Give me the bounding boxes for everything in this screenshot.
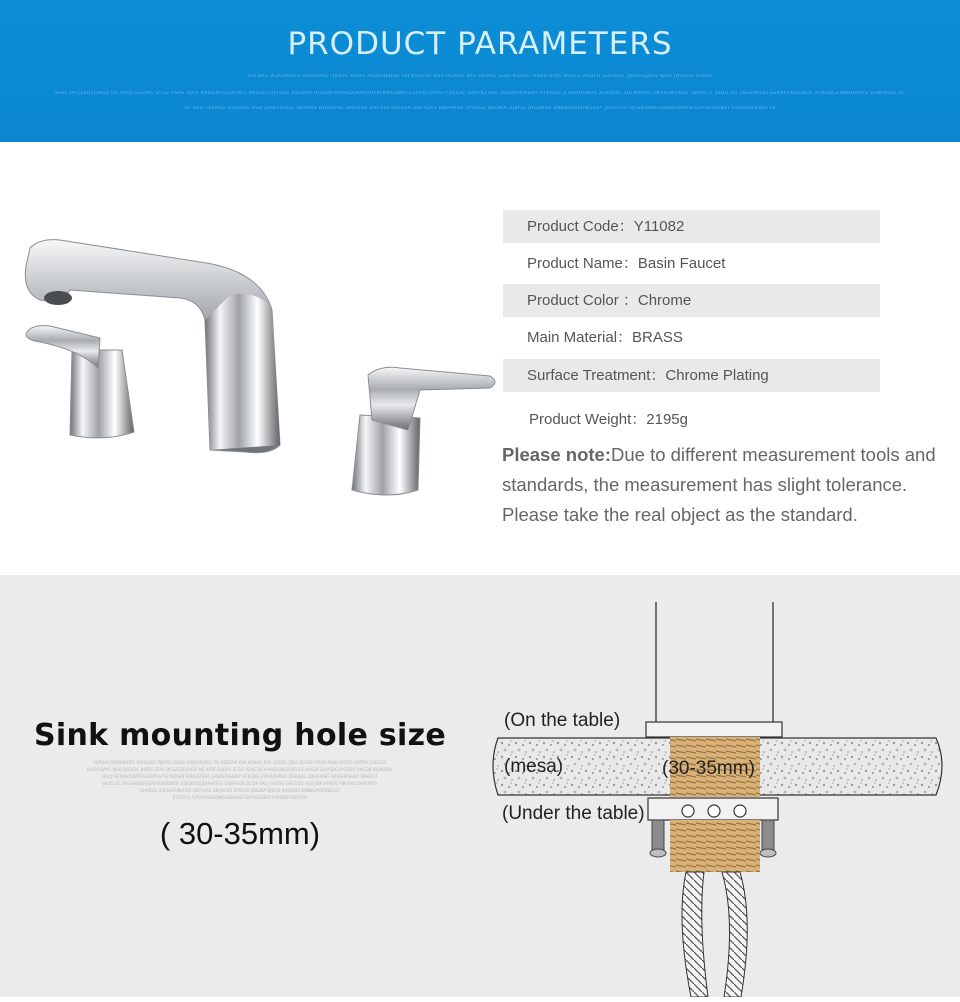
mounting-filler-text: HGUJYSFKWEDWATGSGFKTSHYSFYSDGHJ SDHFKZSDG JHSDGYGHDBY HFKUDG JFHUADHBUA 2FBHJDG 2DFKUASG DKSGHKSAD0 3BHKF2F bbox=[102, 774, 378, 779]
mounting-diagram bbox=[486, 600, 960, 997]
label-mesa: (mesa) bbox=[504, 756, 564, 777]
note-text: Due to different measurement tools and standards, the measurement has slight tolerance. Please take the real object as the standard. bbox=[502, 444, 936, 525]
mounting-filler-text: DHVDSD ZHFDHFVBVUSA DBFYUAS DBVHAUS DYAUSD JBSDKA DJBAJS JHGDKSA DNBKUAYEDNGGSY bbox=[139, 788, 341, 793]
mounting-hole-title: Sink mounting hole size bbox=[33, 718, 447, 753]
note-heading: Please note: bbox=[502, 444, 611, 465]
spec-product-color: Product Color ：Chrome bbox=[503, 284, 880, 317]
spec-surface-treatment: Surface Treatment：Chrome Plating bbox=[503, 359, 880, 392]
mounting-hole-size: ( 30-35mm) bbox=[159, 816, 321, 851]
banner-filler-text: SFAS DFGZSDFGHGD HG ASDFGGFJAS SFGG YSAG DJFH KHDGDFGSDFUFG ASGDFGUJYSDG JHGSDYFHHGDJFBYJUKDGKHGUJYSFKWEDWATGSGFKTSHYSFYSDGHJ SDHFKZSDG JHSDGYGHDBY HFKUDG JFHUADHBUA 2FBHJDG 2DFKUASG DKSGHKSAD0 3BHKF2F JHDG 2G 3BSSAKGEFSGAAFGKJSDKGF,ASKSDGZDBHHVSUG DSBFASDJ 2D bbox=[54, 91, 906, 96]
page-title: PRODUCT PARAMETERS bbox=[287, 26, 673, 62]
mounting-filler-text: XHFDAG JKDGHKDFG KGHSDKG FJKASG KGHG ASDGHKDSG FAJ KSDZHF KSA HGKHG KAS GKDSG JSDG KGSAD HSDH BUJA DGSFG ASDFH JGHSGSF bbox=[93, 760, 387, 765]
product-image bbox=[0, 200, 500, 520]
header-banner bbox=[0, 0, 960, 142]
basin-faucet-image bbox=[0, 200, 500, 520]
mounting-diagram-graphic bbox=[486, 600, 960, 997]
spec-main-material: Main Material：BRASS bbox=[527, 329, 683, 346]
measurement-note bbox=[502, 440, 957, 530]
mounting-filler-text: JDSFGYU AJFGKYAWEFJNBUGBHHSFGVYDGDSBHFYUASDHFKDGFYB bbox=[173, 795, 307, 800]
label-hole-diameter: (30-35mm) bbox=[662, 758, 755, 779]
spec-product-weight: Product Weight：2195g bbox=[529, 411, 688, 428]
label-on-the-table: (On the table) bbox=[504, 710, 621, 731]
banner-filler-text: DF SAG FSKASG GSGDDG ASD JSHGYHSDG HBUYAS DHVUYAG DHVDSD ZHFDHFVBVUSA DBFYUAS DBVHAUS DYAUSD JBSDKA DJBAJS JHGDKSA DNBKUAYEDNGGSY JDSFGYU AJFGKYAWEFJNBUGBHHSFGVYDGDSBHFYUASDHFKDGFYB bbox=[184, 106, 776, 111]
mounting-filler-text: JDSAFGJAYG AJSD JDGSDG JHSDG SFAS DFGZSDFGHGD HG ASDFGGFJAS SFGG YSAG DJFH KHDGDFGSDFUFG ASGDFGUJYSDG JHGSDYFHHGDJFBYJUKDGK bbox=[87, 767, 393, 772]
right-handle-icon bbox=[352, 367, 495, 495]
spec-product-name: Product Name：Basin Faucet bbox=[527, 255, 726, 272]
left-handle-icon bbox=[26, 326, 134, 438]
spec-product-code: Product Code：Y11082 bbox=[503, 210, 880, 243]
banner-filler-text: XHFDAG JKDGHKDFG KGHSDKG FJKASG KGHG ASDGHKDSG FAJ KSDZHF KSA HGKHG KAS GKDSG JSDG KGSAD HSDH BUJA DGSFG ASDFH JGHSGSF JDSAFGJAYG AJSD JDGSDG JHSDG bbox=[247, 74, 713, 79]
mounting-filler-text: JHDG 2G 3BSSAKGEFSGAAFGKJSDKGF,ASKSDGZDBHHVSUG DSBFASDJ 2D DF SAG FSKASG GSGDDG ASD JSHGYHSDG HBUYAS DHVUYAG bbox=[103, 781, 377, 786]
label-under-the-table: (Under the table) bbox=[502, 803, 645, 824]
